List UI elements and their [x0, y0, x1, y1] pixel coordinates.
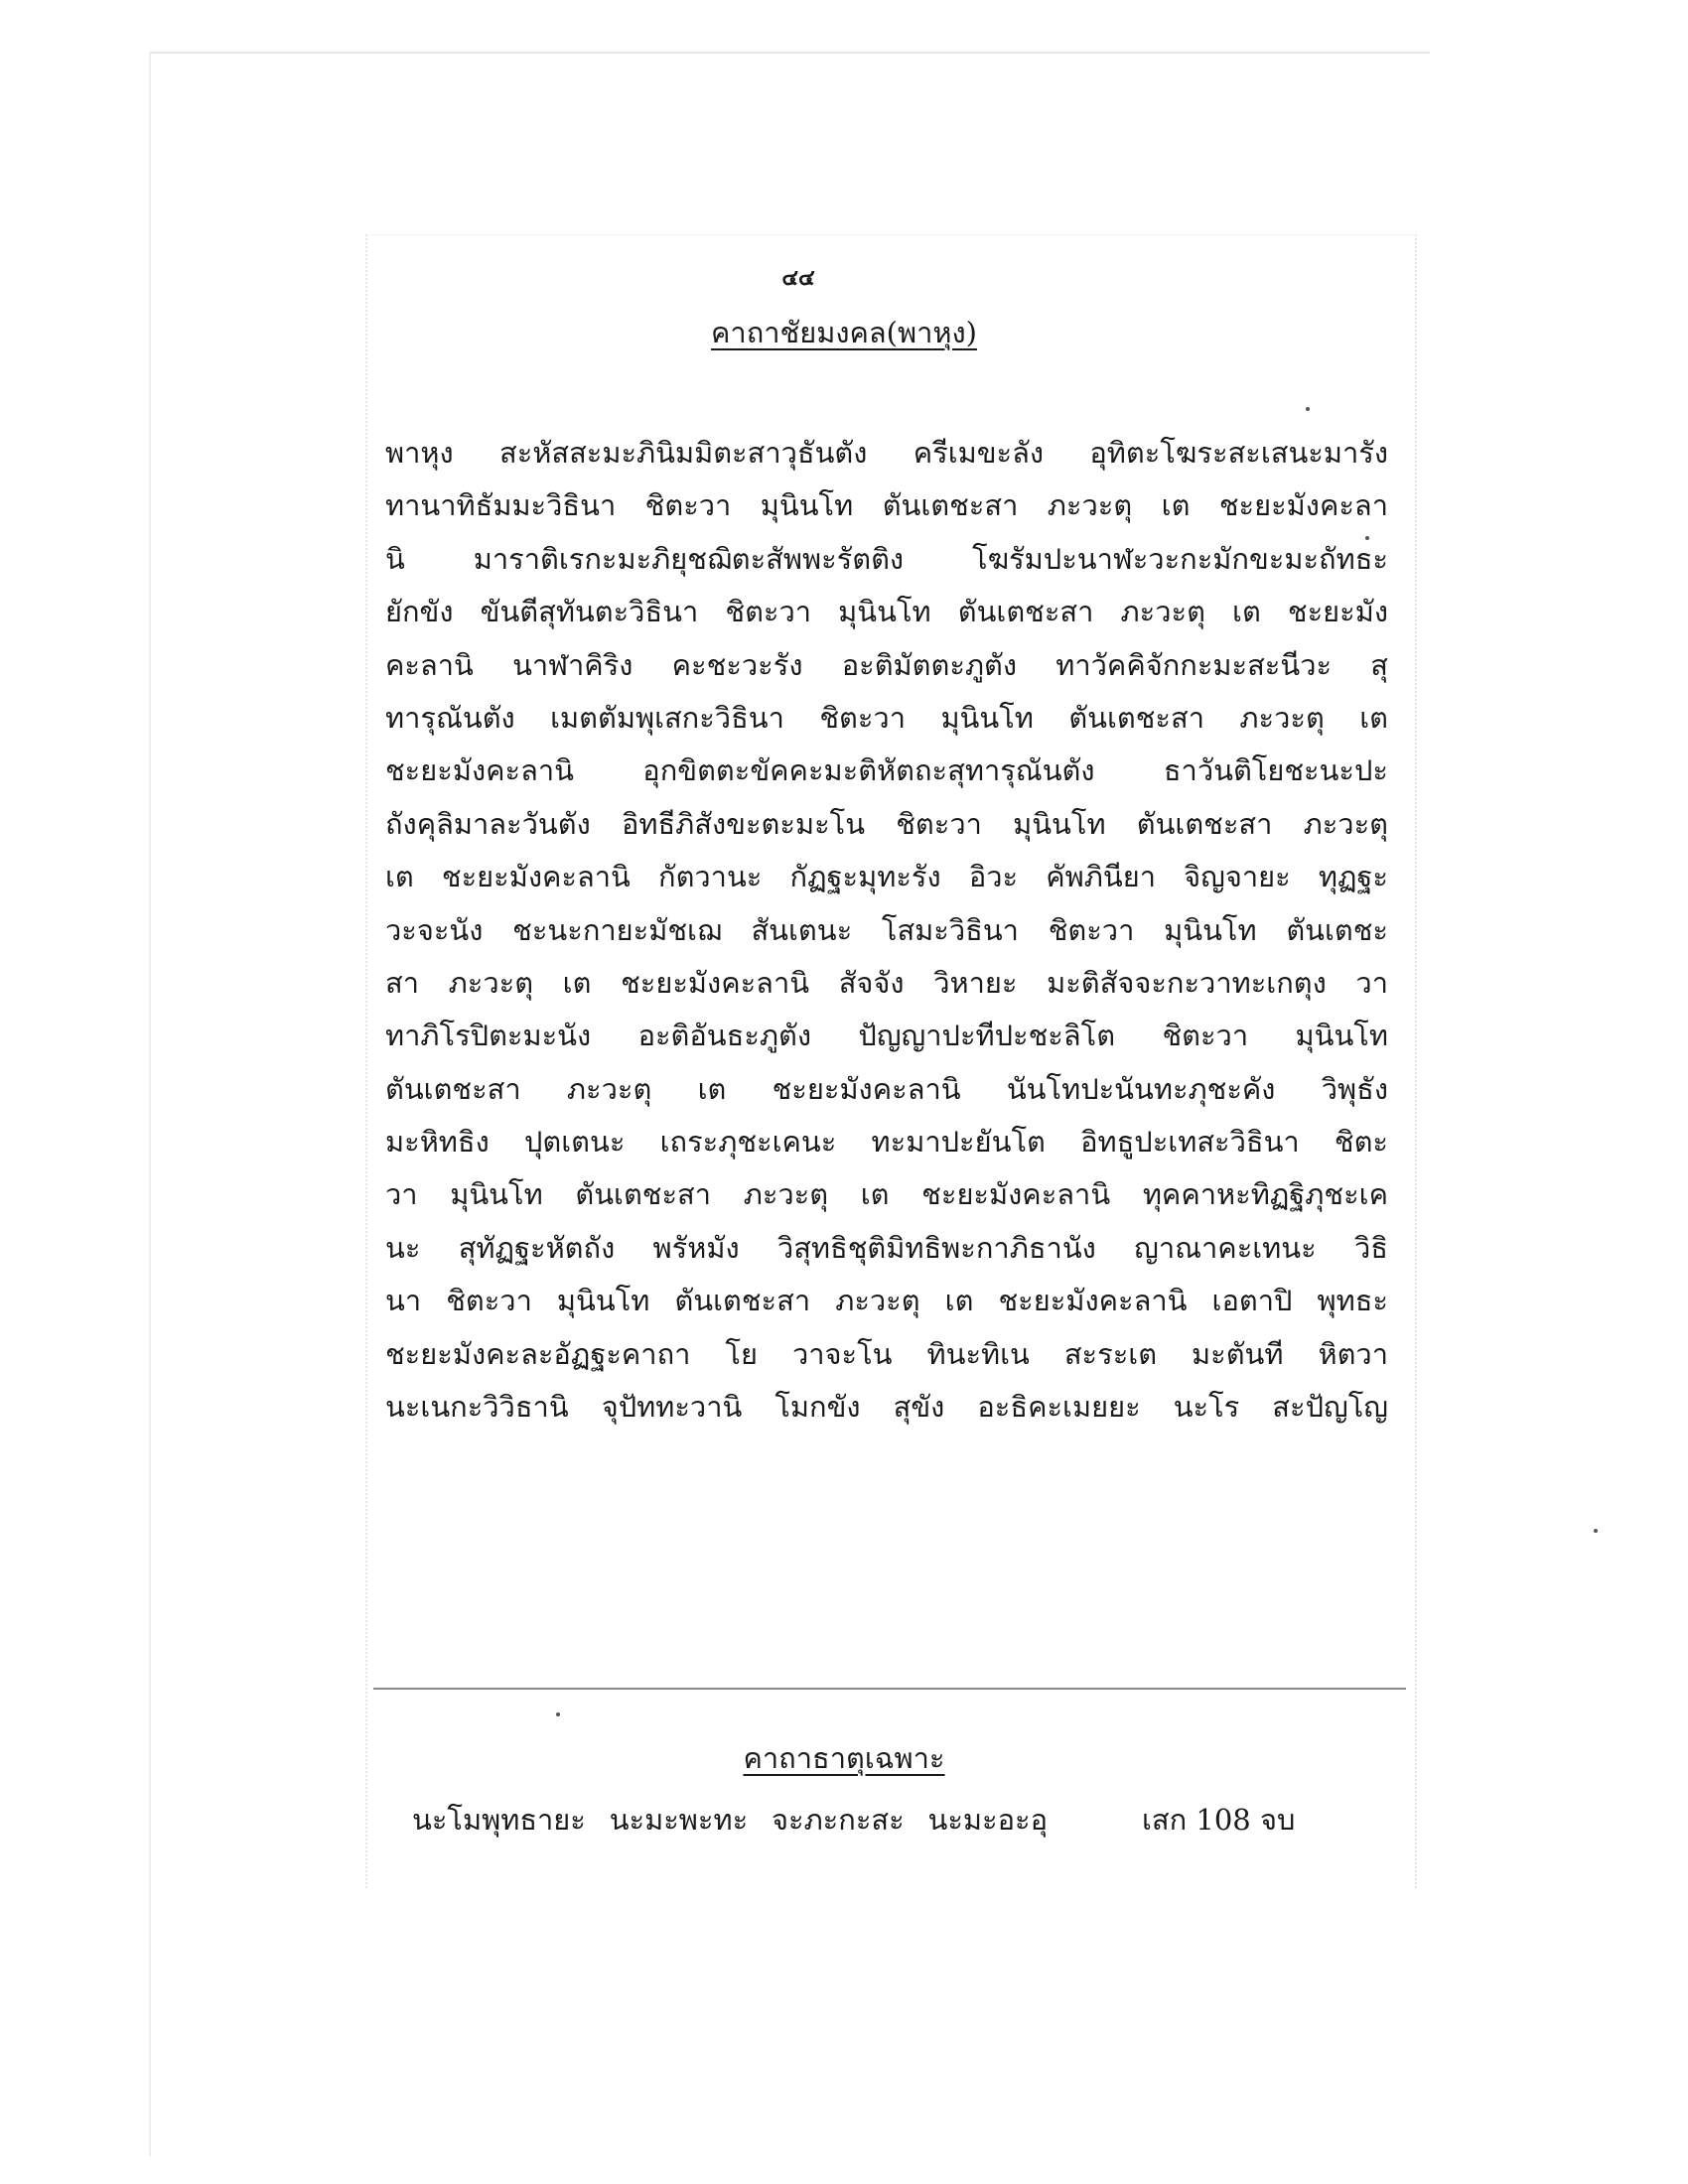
body-text: [385, 427, 1388, 1433]
page-number: ๔๔: [781, 265, 815, 291]
scan-speck: [1306, 407, 1310, 411]
body-line: มะหิทธิง ปุตเตนะ เถระภุชะเคนะ ทะมาปะยันโต อิทธูปะเทสะวิธินา ชิตะ: [385, 1125, 1388, 1160]
body-line: ชะยะมังคะลานิ อุกขิตตะขัคคะมะติหัตถะสุทารุณันตัง ธาวันติโยชะนะปะ: [385, 753, 1388, 788]
body-line: เต ชะยะมังคะลานิ กัตวานะ กัฏฐะมุทะรัง อิวะ คัพภินียา จิญจายะ ทุฏฐะ: [385, 860, 1388, 894]
body-line: นา ชิตะวา มุนินโท ตันเตชะสา ภะวะตุ เต ชะยะมังคะลานิ เอตาปิ พุทธะ: [385, 1284, 1388, 1318]
body-line: ทารุณันตัง เมตตัมพุเสกะวิธินา ชิตะวา มุนินโท ตันเตชะสา ภะวะตุ เต: [385, 700, 1388, 735]
page-title: คาถาชัยมงคล(พาหุง): [711, 316, 977, 349]
chant-count: เสก 108 จบ: [1142, 1803, 1296, 1837]
section-title: คาถาธาตุเฉพาะ: [743, 1741, 945, 1775]
body-line: นะ สุทัฏฐะหัตถัง พรัหมัง วิสุทธิชุติมิทธิพะกาภิธานัง ญาณาคะเทนะ วิธิ: [385, 1230, 1388, 1265]
scan-speck: [556, 1712, 560, 1716]
body-line: นะเนกะวิวิธานิ จุปัททะวานิ โมกขัง สุขัง อะธิคะเมยยะ นะโร สะปัญโญ: [385, 1390, 1388, 1425]
scan-speck: [1594, 1529, 1598, 1533]
section-divider: [373, 1688, 1406, 1690]
chant-text: นะโมพุทธายะ นะมะพะทะ จะภะกะสะ นะมะอะอุ: [412, 1803, 1048, 1837]
body-line: คะลานิ นาฬาคิริง คะชะวะรัง อะติมัตตะภูตัง ทาวัคคิจักกะมะสะนีวะ สุ: [385, 647, 1388, 682]
body-line: ถังคุลิมาละวันตัง อิทธีภิสังขะตะมะโน ชิตะวา มุนินโท ตันเตชะสา ภะวะตุ: [385, 806, 1388, 841]
body-line: วา มุนินโท ตันเตชะสา ภะวะตุ เต ชะยะมังคะลานิ ทุคคาหะทิฏฐิภุชะเค: [385, 1177, 1388, 1212]
body-line: ชะยะมังคะละอัฏฐะคาถา โย วาจะโน ทินะทิเน สะระเต มะตันที หิตวา: [385, 1336, 1388, 1371]
body-line: ทาภิโรปิตะมะนัง อะติอันธะภูตัง ปัญญาปะทีปะชะลิโต ชิตะวา มุนินโท: [385, 1019, 1388, 1053]
body-line: วะจะนัง ชะนะกายะมัชเฌ สันเตนะ โสมะวิธินา ชิตะวา มุนินโท ตันเตชะ: [385, 912, 1388, 947]
body-line: นิ มาราติเรกะมะภิยุชฌิตะสัพพะรัตติง โฆรัมปะนาฬะวะกะมักขะมะถัทธะ: [385, 541, 1388, 576]
scan-edge-top: [149, 52, 1430, 54]
scan-edge-left: [149, 52, 151, 2156]
body-line: สา ภะวะตุ เต ชะยะมังคะลานิ สัจจัง วิหายะ มะติสัจจะกะวาทะเกตุง วา: [385, 965, 1388, 1000]
body-line: ยักขัง ขันตีสุทันตะวิธินา ชิตะวา มุนินโท ตันเตชะสา ภะวะตุ เต ชะยะมัง: [385, 595, 1388, 629]
body-line: พาหุง สะหัสสะมะภินิมมิตะสาวุธันตัง ครีเมขะลัง อุทิตะโฆระสะเสนะมารัง: [385, 436, 1388, 470]
body-line: ทานาทิธัมมะวิธินา ชิตะวา มุนินโท ตันเตชะสา ภะวะตุ เต ชะยะมังคะลา: [385, 488, 1388, 523]
body-line: ตันเตชะสา ภะวะตุ เต ชะยะมังคะลานิ นันโทปะนันทะภุชะคัง วิพุธัง: [385, 1071, 1388, 1106]
